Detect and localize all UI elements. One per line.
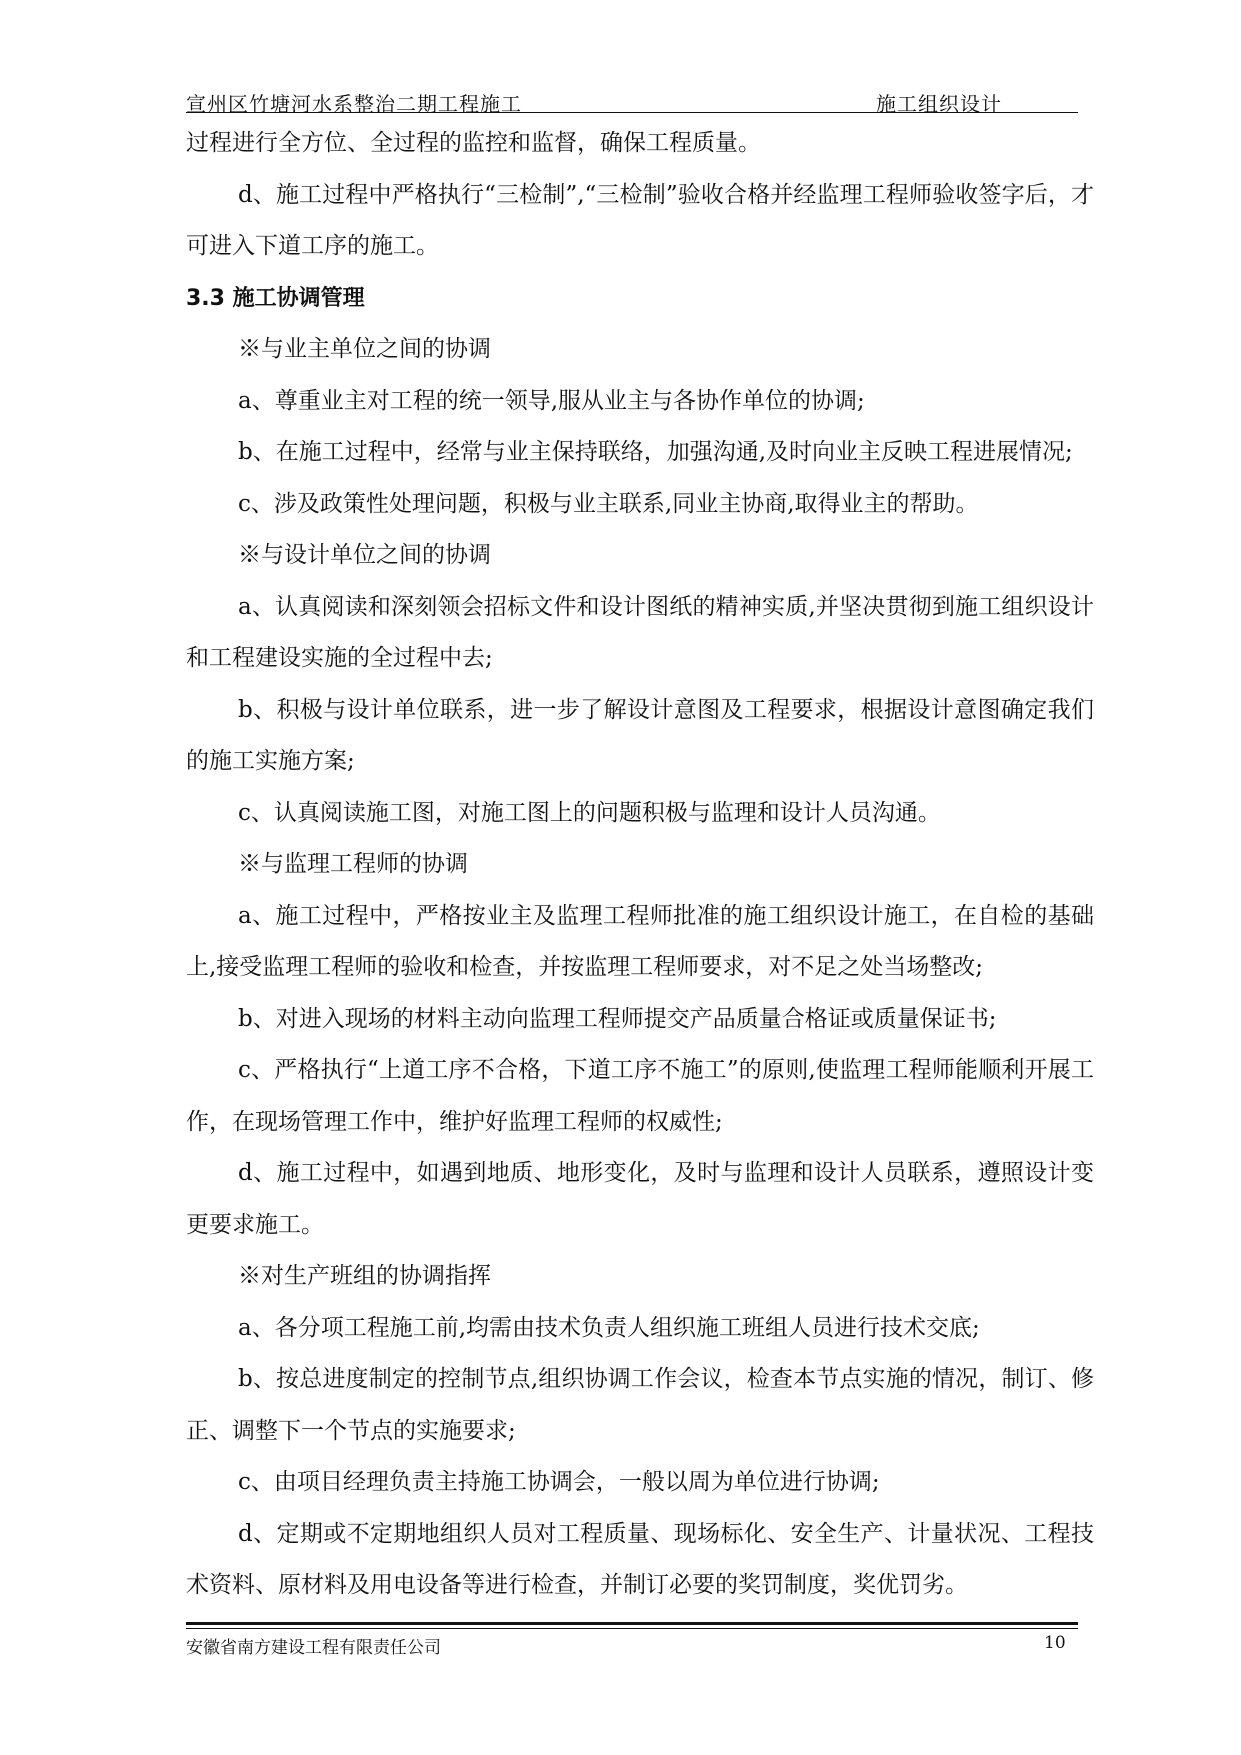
paragraph-4: a、尊重业主对工程的统一领导,服从业主与各协作单位的协调; — [238, 387, 865, 414]
section-heading: 3.3 施工协调管理 — [186, 285, 365, 311]
paragraph-17: a、各分项工程施工前,均需由技术负责人组织施工班组人员进行技术交底; — [238, 1314, 980, 1341]
paragraph-6: c、涉及政策性处理问题，积极与业主联系,同业主协商,取得业主的帮助。 — [238, 490, 979, 517]
paragraph-12: a、施工过程中，严格按业主及监理工程师批准的施工组织设计施工，在自检的基础上,接受监理工程师的验收和检查，并按监理工程师要求，对不足之处当场整改; — [186, 902, 1094, 980]
paragraph-13: b、对进入现场的材料主动向监理工程师提交产品质量合格证或质量保证书; — [238, 1005, 997, 1032]
paragraph-9: b、积极与设计单位联系，进一步了解设计意图及工程要求，根据设计意图确定我们的施工实施方案; — [186, 696, 1094, 774]
paragraph-10: c、认真阅读施工图，对施工图上的问题积极与监理和设计人员沟通。 — [238, 799, 941, 826]
subsection-crews: ※对生产班组的协调指挥 — [238, 1263, 491, 1289]
paragraph-14: c、严格执行“上道工序不合格，下道工序不施工”的原则,使监理工程师能顺利开展工作，在现场管理工作中，维护好监理工程师的权威性; — [186, 1057, 1094, 1135]
page-header — [186, 88, 1078, 114]
footer-divider-thick — [186, 1622, 1078, 1625]
header-divider — [186, 112, 1078, 113]
paragraph-15: d、施工过程中，如遇到地质、地形变化，及时与监理和设计人员联系，遵照设计变更要求施工。 — [186, 1160, 1094, 1238]
paragraph-19: c、由项目经理负责主持施工协调会，一般以周为单位进行协调; — [238, 1469, 880, 1495]
subsection-owner: ※与业主单位之间的协调 — [238, 336, 491, 362]
paragraph-1: d、施工过程中严格执行“三检制”,“三检制”验收合格并经监理工程师验收签字后，才可进入下道工序的施工。 — [186, 181, 1094, 259]
paragraph-18: b、按总进度制定的控制节点,组织协调工作会议，检查本节点实施的情况，制订、修正、调整下一个节点的实施要求; — [186, 1366, 1094, 1444]
paragraph-5: b、在施工过程中，经常与业主保持联络，加强沟通,及时向业主反映工程进展情况; — [238, 439, 1073, 465]
header-project-title: 宣州区竹塘河水系整治二期工程施工 — [186, 92, 522, 116]
paragraph-0: 过程进行全方位、全过程的监控和监督，确保工程质量。 — [186, 130, 761, 156]
paragraph-8: a、认真阅读和深刻领会招标文件和设计图纸的精神实质,并坚决贯彻到施工组织设计和工程建设实施的全过程中去; — [186, 593, 1094, 671]
page-number: 10 — [1044, 1633, 1066, 1653]
header-document-type: 施工组织设计 — [876, 92, 1002, 116]
footer-company: 安徽省南方建设工程有限责任公司 — [186, 1638, 441, 1658]
paragraph-20: d、定期或不定期地组织人员对工程质量、现场标化、安全生产、计量状况、工程技术资料、原材料及用电设备等进行检查，并制订必要的奖罚制度，奖优罚劣。 — [186, 1520, 1094, 1598]
subsection-design: ※与设计单位之间的协调 — [238, 542, 491, 568]
footer-divider-thin — [186, 1628, 1078, 1629]
subsection-supervisor: ※与监理工程师的协调 — [238, 851, 468, 877]
page-body — [186, 118, 1094, 1612]
